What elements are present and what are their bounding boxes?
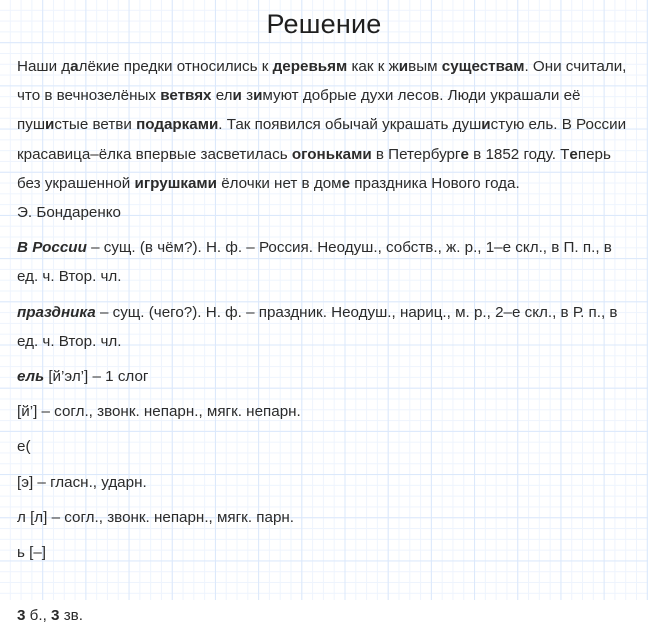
morph-analysis-item-1	[17, 292, 631, 356]
passage-segment-19: и	[481, 116, 491, 134]
phonetic-totals	[17, 567, 631, 630]
passage-segment-23: е	[460, 145, 469, 163]
passage-segment-14: муют добрые духи лесов. Люди украшали её пуш	[17, 87, 581, 134]
passage-segment-11: и	[232, 87, 242, 105]
passage-segment-13: и	[253, 87, 263, 105]
passage-segment-9: ветвях	[160, 87, 212, 105]
passage-segment-6: вым	[408, 58, 442, 75]
passage-segment-16: стые ветви	[54, 116, 137, 134]
phonetic-sound-line-0: [й’] – согл., звонк. непарн., мягк. непарн.	[17, 403, 301, 421]
passage-segment-3: деревьям	[272, 58, 348, 75]
phonetic-headword-transcription: [й’эл’] – 1 слог	[44, 368, 149, 386]
passage-segment-29: е	[341, 174, 351, 192]
morph-body-1: – сущ. (чего?). Н. ф. – праздник. Неодуш., нариц., м. р., 2–е скл., в Р. п., в ед. ч. Втор. чл.	[17, 303, 618, 350]
page-title: Решение	[266, 9, 382, 39]
sounds-count: 3	[51, 607, 60, 625]
phonetic-sound-line-2: л [л] – согл., звонк. непарн., мягк. парн.	[17, 508, 294, 526]
morph-term-1: праздника	[17, 303, 96, 321]
phonetic-headword: ель	[17, 368, 45, 386]
passage-segment-27: игрушками	[134, 174, 217, 192]
phonetic-sound-line-3: ь [–]	[17, 544, 47, 562]
morph-analysis-item-0	[17, 227, 631, 291]
phonetic-headword-line	[17, 356, 631, 391]
sounds-unit: зв.	[59, 607, 83, 625]
passage-author: Э. Бондаренко	[17, 204, 122, 222]
passage-segment-7: существам	[441, 58, 525, 75]
phonetic-sound-line-1: [э] – гласн., ударн.	[17, 473, 147, 491]
passage-segment-5: и	[398, 58, 409, 75]
letters-unit: б.,	[25, 607, 52, 625]
passage-segment-30: праздника Нового года.	[350, 174, 520, 192]
passage-segment-26: перь без украшенной	[17, 145, 611, 192]
passage-segment-4: как к ж	[347, 58, 399, 75]
passage-segment-25: е	[569, 145, 578, 163]
passage-segment-18: . Так появился обычай украшать душ	[218, 116, 482, 134]
passage-segment-8: . Они считали, что в вечнозелёных	[17, 58, 627, 105]
passage-segment-21: огоньками	[291, 145, 372, 163]
letters-count: 3	[17, 607, 26, 625]
passage-segment-17: подарками	[136, 116, 219, 134]
passage-segment-20: стую ель. В России красавица–ёлка впервые засветилась	[17, 116, 627, 163]
phonetic-letter-brace-line: е(	[17, 438, 31, 456]
passage-segment-2: лёкие предки относились к	[78, 58, 273, 75]
passage-segment-28: ёлочки нет в дом	[216, 174, 342, 192]
morph-term-0: В России	[17, 239, 87, 257]
passage-segment-0: Наши д	[17, 58, 71, 75]
passage-segment-12: з	[241, 87, 254, 105]
passage-segment-22: в Петербург	[371, 145, 461, 163]
passage-paragraph	[17, 49, 631, 198]
passage-segment-24: в 1852 году. Т	[468, 145, 570, 163]
passage-segment-10: ел	[211, 87, 233, 105]
passage-segment-15: и	[45, 116, 55, 134]
passage-segment-1: а	[70, 58, 79, 75]
morph-body-0: – сущ. (в чём?). Н. ф. – Россия. Неодуш., собств., ж. р., 1–е скл., в П. п., в ед. ч. Втор. чл.	[17, 239, 612, 286]
